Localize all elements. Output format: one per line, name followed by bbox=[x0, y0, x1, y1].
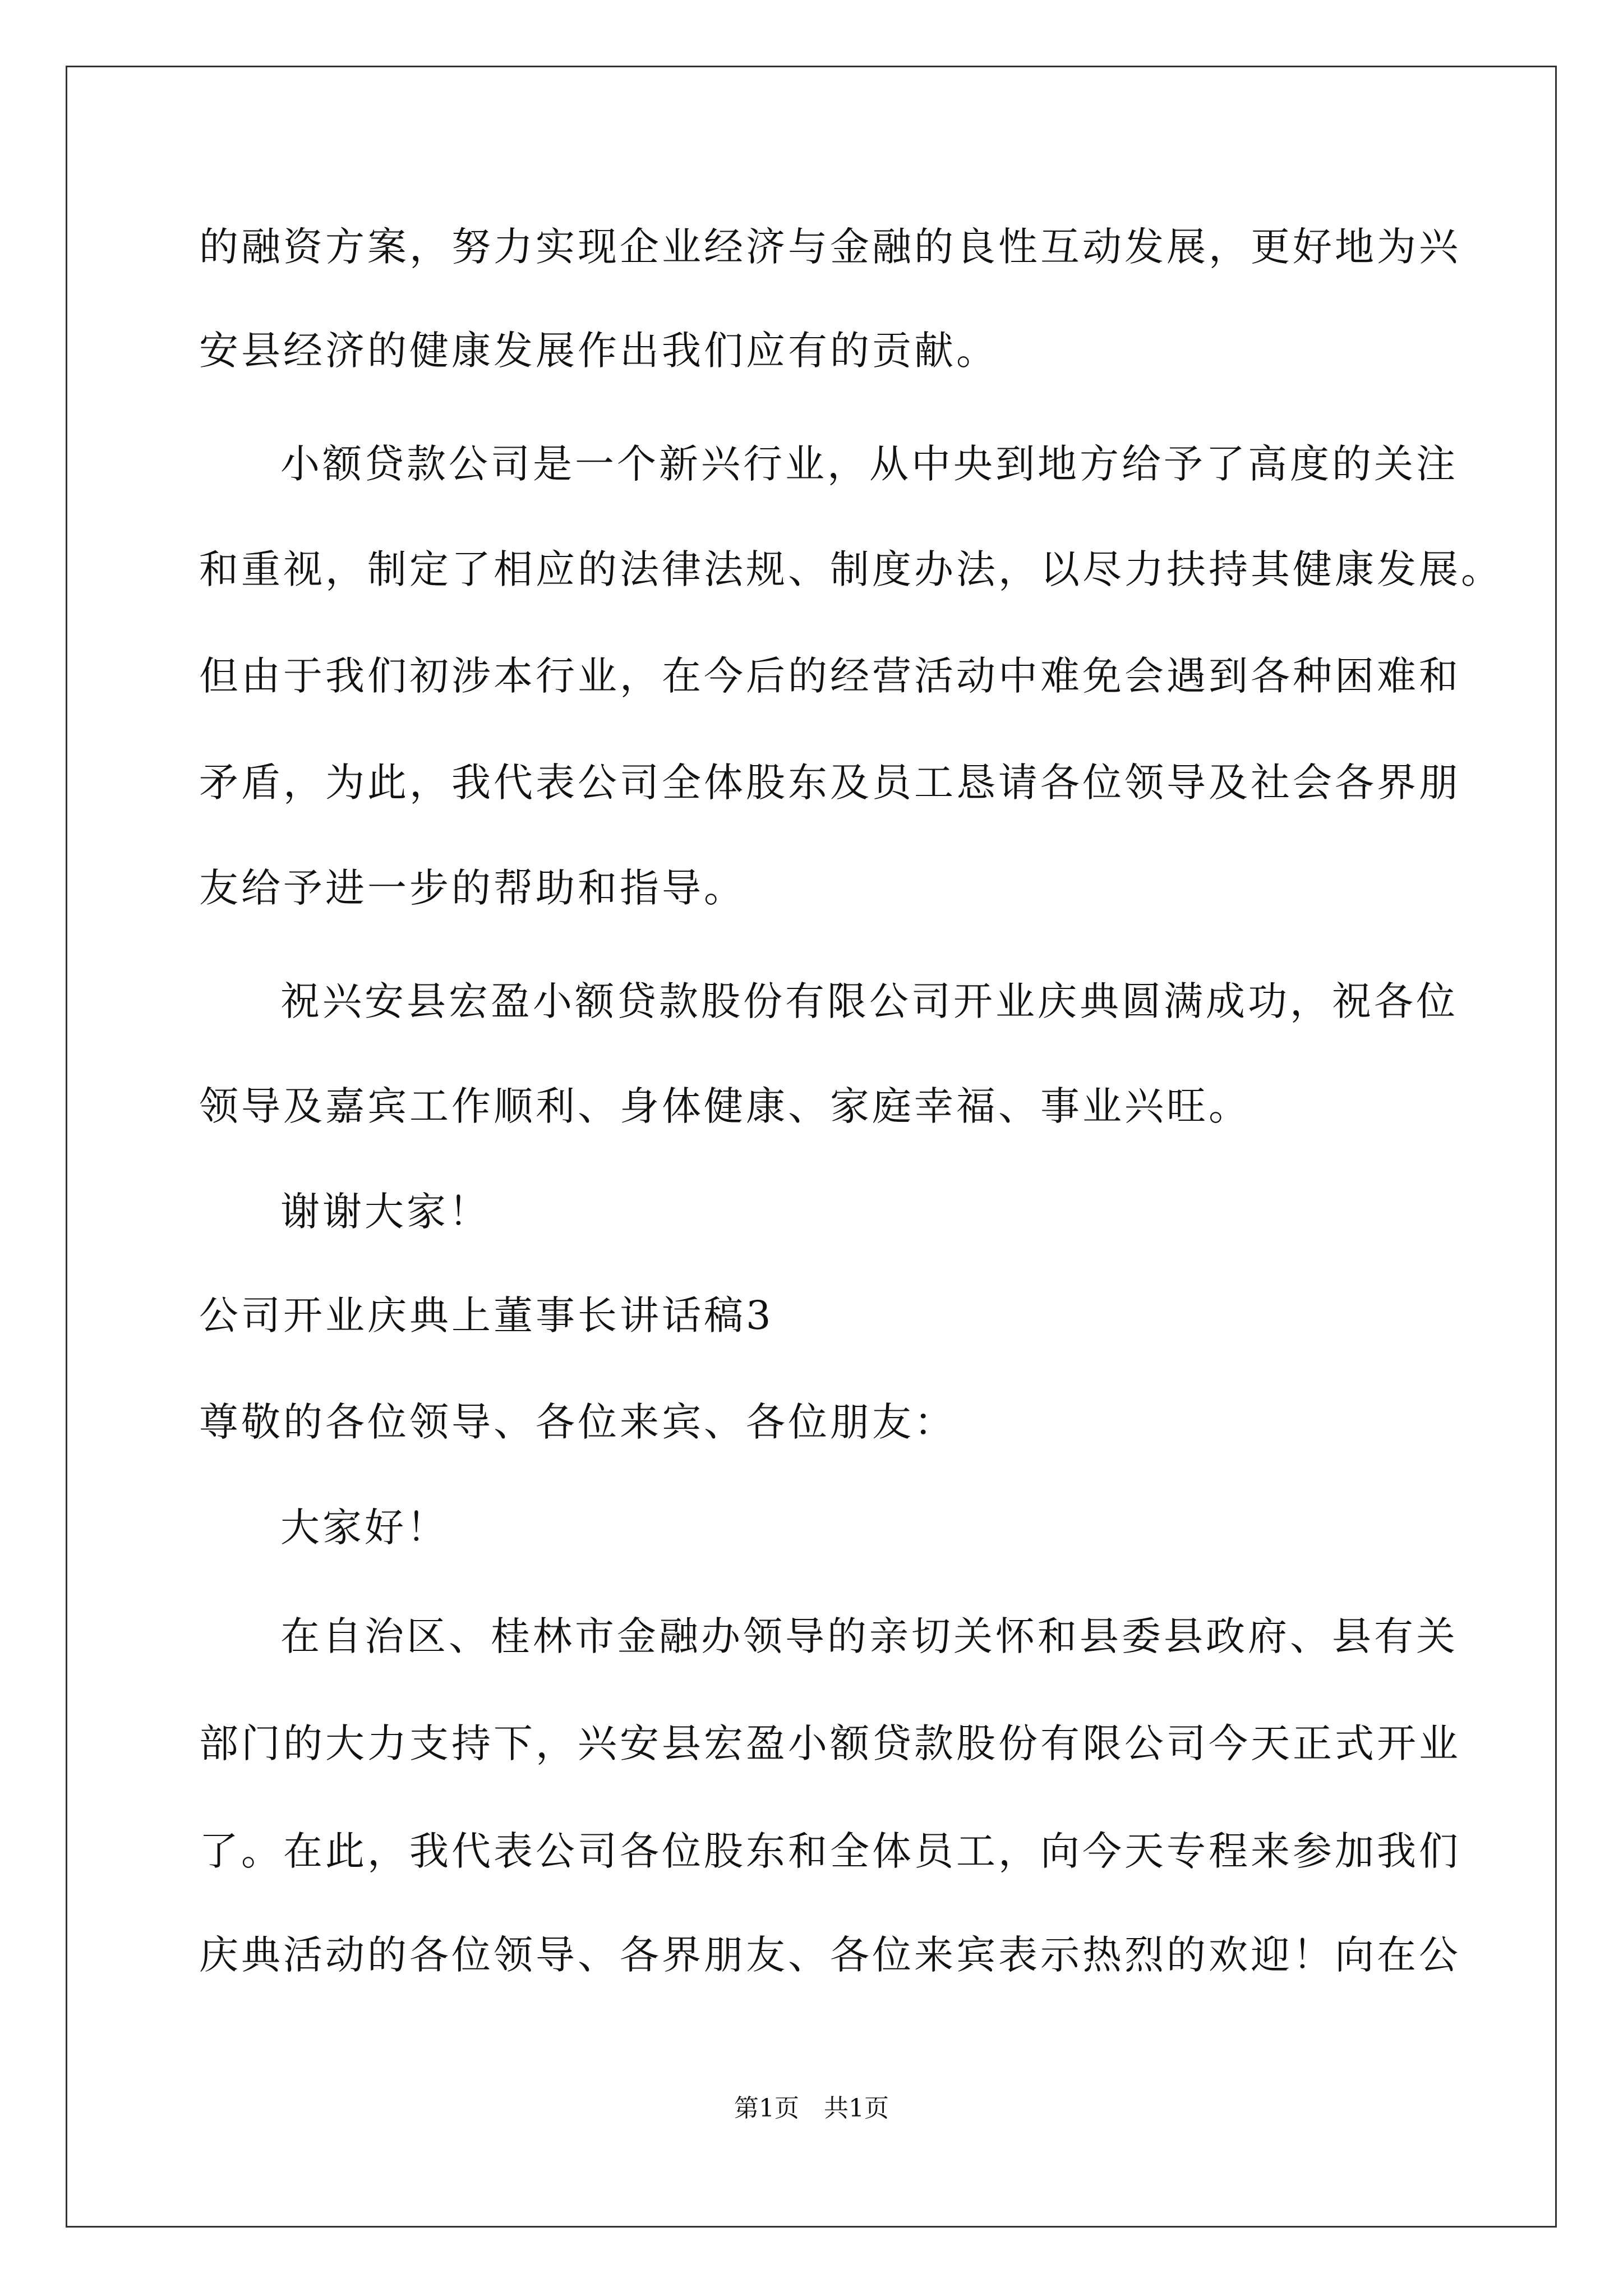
greeting: 大家好！ bbox=[280, 1504, 449, 1550]
body-line: 但由于我们初涉本行业，在今后的经营活动中难免会遇到各种困难和 bbox=[199, 653, 1461, 699]
body-line: 庆典活动的各位领导、各界朋友、各位来宾表示热烈的欢迎！向在公 bbox=[199, 1932, 1461, 1978]
section-heading: 公司开业庆典上董事长讲话稿3 bbox=[199, 1292, 774, 1338]
paragraph-line: 在自治区、桂林市金融办领导的亲切关怀和县委县政府、县有关 bbox=[280, 1613, 1458, 1659]
page-border bbox=[66, 66, 1557, 2228]
body-line: 部门的大力支持下，兴安县宏盈小额贷款股份有限公司今天正式开业 bbox=[199, 1720, 1461, 1766]
body-line: 矛盾，为此，我代表公司全体股东及员工恳请各位领导及社会各界朋 bbox=[199, 760, 1461, 806]
body-line: 和重视，制定了相应的法律法规、制度办法，以尽力扶持其健康发展。 bbox=[199, 546, 1503, 592]
body-line: 了。在此，我代表公司各位股东和全体员工，向今天专程来参加我们 bbox=[199, 1828, 1461, 1874]
body-line: 安县经济的健康发展作出我们应有的贡献。 bbox=[199, 328, 998, 374]
paragraph-line: 谢谢大家！ bbox=[280, 1189, 491, 1235]
paragraph-line: 小额贷款公司是一个新兴行业，从中央到地方给予了高度的关注 bbox=[280, 441, 1458, 487]
paragraph-line: 祝兴安县宏盈小额贷款股份有限公司开业庆典圆满成功，祝各位 bbox=[280, 978, 1458, 1024]
body-line: 领导及嘉宾工作顺利、身体健康、家庭幸福、事业兴旺。 bbox=[199, 1083, 1251, 1129]
salutation: 尊敬的各位领导、各位来宾、各位朋友： bbox=[199, 1399, 956, 1445]
body-line: 友给予进一步的帮助和指导。 bbox=[199, 865, 746, 911]
page-number: 第1页 共1页 bbox=[734, 2094, 889, 2123]
body-line: 的融资方案，努力实现企业经济与金融的良性互动发展，更好地为兴 bbox=[199, 224, 1461, 270]
